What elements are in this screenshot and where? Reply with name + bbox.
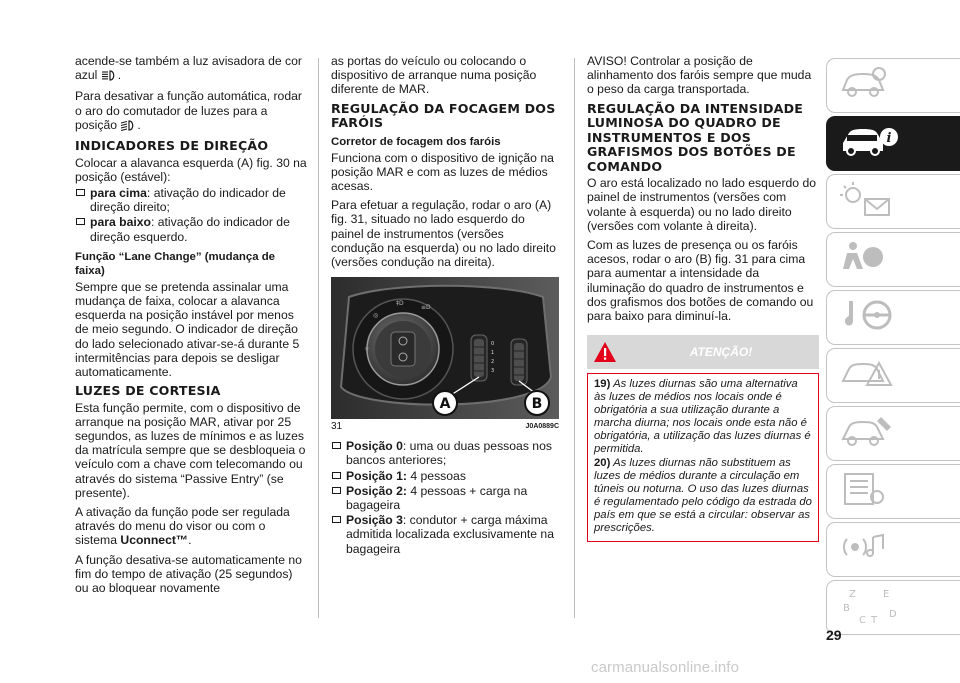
warning-lights-icon (839, 181, 895, 222)
paragraph: AVISO! Controlar a posição de alinhamento dos faróis sempre que muda o peso da carga transportada. (587, 54, 812, 97)
dial-mark: 2 (491, 359, 495, 366)
warning-triangle-icon (587, 341, 623, 363)
figure-number: 31 (331, 421, 343, 433)
index-letter: Z (849, 589, 856, 600)
svg-text:≡D: ≡D (421, 304, 431, 312)
list-item: para cima: ativação do indicador de direção direito; (75, 186, 307, 214)
maintenance-icon (839, 413, 895, 454)
section-heading: REGULAÇÃO DA INTENSIDADE LUMINOSA DO QUADRO DE INSTRUMENTOS E DOS GRAFISMOS DOS BOTÕES DE COMANDO (587, 100, 804, 174)
section-heading: LUZES DE CORTESIA (75, 383, 221, 399)
bullet-square-icon (332, 442, 341, 449)
index-letter: E (883, 589, 890, 600)
tab-car-info[interactable] (826, 116, 960, 171)
safety-airbag-icon (839, 239, 889, 280)
text-column-2 (331, 54, 559, 557)
index-letter: T (871, 615, 878, 625)
warning-box (587, 373, 819, 542)
tab-emergency[interactable] (826, 348, 960, 403)
multimedia-icon (839, 529, 889, 570)
paragraph: Funciona com o dispositivo de ignição na posição MAR e com as luzes de médios acesas. (331, 150, 554, 194)
high-beam-lamp-icon (101, 70, 118, 84)
warning-header (587, 335, 819, 369)
svg-text:i: i (886, 131, 892, 146)
figure-label-a: A (439, 396, 451, 413)
tab-car-overview[interactable] (826, 58, 960, 113)
warning-title: ATENÇÃO! (689, 345, 753, 360)
figure-code: J0A0889C (525, 423, 559, 431)
paragraph: O aro está localizado no lado esquerdo do painel de instrumentos (versões com volante à esquerda) ou no lado direito (versões com volante à direita). (587, 176, 817, 233)
tab-technical-data[interactable] (826, 464, 960, 519)
index-icon (839, 585, 899, 630)
bullet-square-icon (76, 189, 85, 196)
section-heading: REGULAÇÃO DA FOCAGEM DOS FARÓIS (331, 100, 556, 131)
bullet-square-icon (76, 218, 85, 225)
bullet-square-icon (332, 516, 341, 523)
paragraph: Para efetuar a regulação, rodar o aro (A) fig. 31, situado no lado esquerdo do painel de instrumentos (versões condução na esquerda) ou no lado direito (versões condução na direita). (331, 198, 556, 270)
list-item: Posição 3: condutor + carga máxima admitida localizada exclusivamente na bagageira (331, 513, 559, 556)
chapter-tabs (826, 58, 960, 638)
car-overview-icon (839, 66, 889, 105)
subsection-heading: Função “Lane Change” (mudança de faixa) (75, 250, 275, 277)
watermark-text: carmanualsonline.info (591, 659, 740, 676)
list-item: Posição 2: 4 pessoas + carga na bagageira (331, 484, 559, 512)
svg-text:☼: ☼ (364, 346, 370, 354)
tab-maintenance[interactable] (826, 406, 960, 461)
paragraph: A função desativa-se automaticamente no fim do tempo de ativação (25 segundos) ou ao bloquear novamente (75, 552, 302, 596)
tab-safety[interactable] (826, 232, 960, 287)
car-info-icon (839, 123, 899, 164)
paragraph: Colocar a alavanca esquerda (A) fig. 30 na posição (estável): (75, 155, 307, 184)
list-item: para baixo: ativação do indicador de direção esquerdo. (75, 215, 307, 243)
paragraph: A ativação da função pode ser regulada através do menu do visor ou com o sistema Uconnect™. (75, 505, 290, 548)
dial-mark: 0 (491, 341, 495, 348)
page-number: 29 (826, 627, 842, 643)
tab-warning-lights[interactable] (826, 174, 960, 229)
svg-text:‡D: ‡D (396, 300, 404, 308)
warning-note: 20) As luzes diurnas não substituem as luzes de médios durante a circulação em túneis ou noturna. O uso das luzes diurnas é regulamentado pelo código da estrada do país em que se está a circular: observar as prescrições. (594, 457, 812, 535)
dashboard-switch-illustration (331, 277, 559, 419)
paragraph: Esta função permite, com o dispositivo de arranque na posição MAR, ativar por 25 segundos, as luzes de mínimos e as luzes da matrícula sempre que se desbloqueia o veículo com a chave com telecomando ou através do sistema “Passive Entry” (se presente). (75, 400, 306, 500)
text-column-1 (75, 54, 307, 600)
paragraph: as portas do veículo ou colocando o dispositivo de arranque numa posição diferente de MAR. (331, 54, 537, 97)
figure-31-light-switch-photo (331, 277, 559, 419)
low-beam-lamp-icon (120, 120, 137, 134)
list-item: Posição 0: uma ou duas pessoas nos bancos anteriores; (331, 439, 559, 467)
figure-label-b: B (531, 396, 543, 413)
subsection-heading: Corretor de focagem dos faróis (331, 135, 501, 148)
bullet-square-icon (332, 487, 341, 494)
column-divider (574, 58, 575, 618)
figure-caption (331, 421, 559, 433)
text-column-3 (587, 54, 819, 542)
column-divider (318, 58, 319, 618)
paragraph: Com as luzes de presença ou os faróis acesos, rodar o aro (B) fig. 31 para cima para aumentar a intensidade da iluminação do quadro de instrumentos e dos grafismos dos botões de comando ou para baixo para diminuí-la. (587, 237, 814, 323)
technical-data-icon (839, 471, 889, 512)
paragraph: acende-se também a luz avisadora de cor azul . (75, 54, 307, 84)
bullet-square-icon (332, 472, 341, 479)
dial-mark: 3 (491, 368, 495, 375)
index-letter: D (889, 609, 897, 620)
tab-multimedia[interactable] (826, 522, 960, 577)
section-heading: INDICADORES DE DIREÇÃO (75, 138, 269, 154)
index-letter: C (859, 615, 866, 625)
svg-text:◎: ◎ (373, 312, 379, 320)
dial-mark: 1 (491, 350, 495, 357)
tab-index[interactable] (826, 580, 960, 635)
emergency-icon (839, 355, 895, 396)
warning-note: 19) As luzes diurnas são uma alternativa às luzes de médios nos locais onde é obrigatória a sua utilização durante a marcha diurna; nos locais onde esta não é obrigatória, a utilização das luzes diurnas é permitida. (594, 378, 811, 456)
starting-driving-icon (839, 297, 895, 338)
tab-starting-driving[interactable] (826, 290, 960, 345)
paragraph: Para desativar a função automática, rodar o aro do comutador de luzes para a posição . (75, 89, 307, 134)
paragraph: Sempre que se pretenda assinalar uma mudança de faixa, colocar a alavanca esquerda na posição instável por menos de meio segundo. O indicador de direção do lado selecionado ativar-se-á durante 5 intermitências para depois se desligar automaticamente. (75, 279, 300, 379)
list-item: Posição 1: 4 pessoas (331, 469, 559, 483)
index-letter: B (843, 603, 850, 614)
